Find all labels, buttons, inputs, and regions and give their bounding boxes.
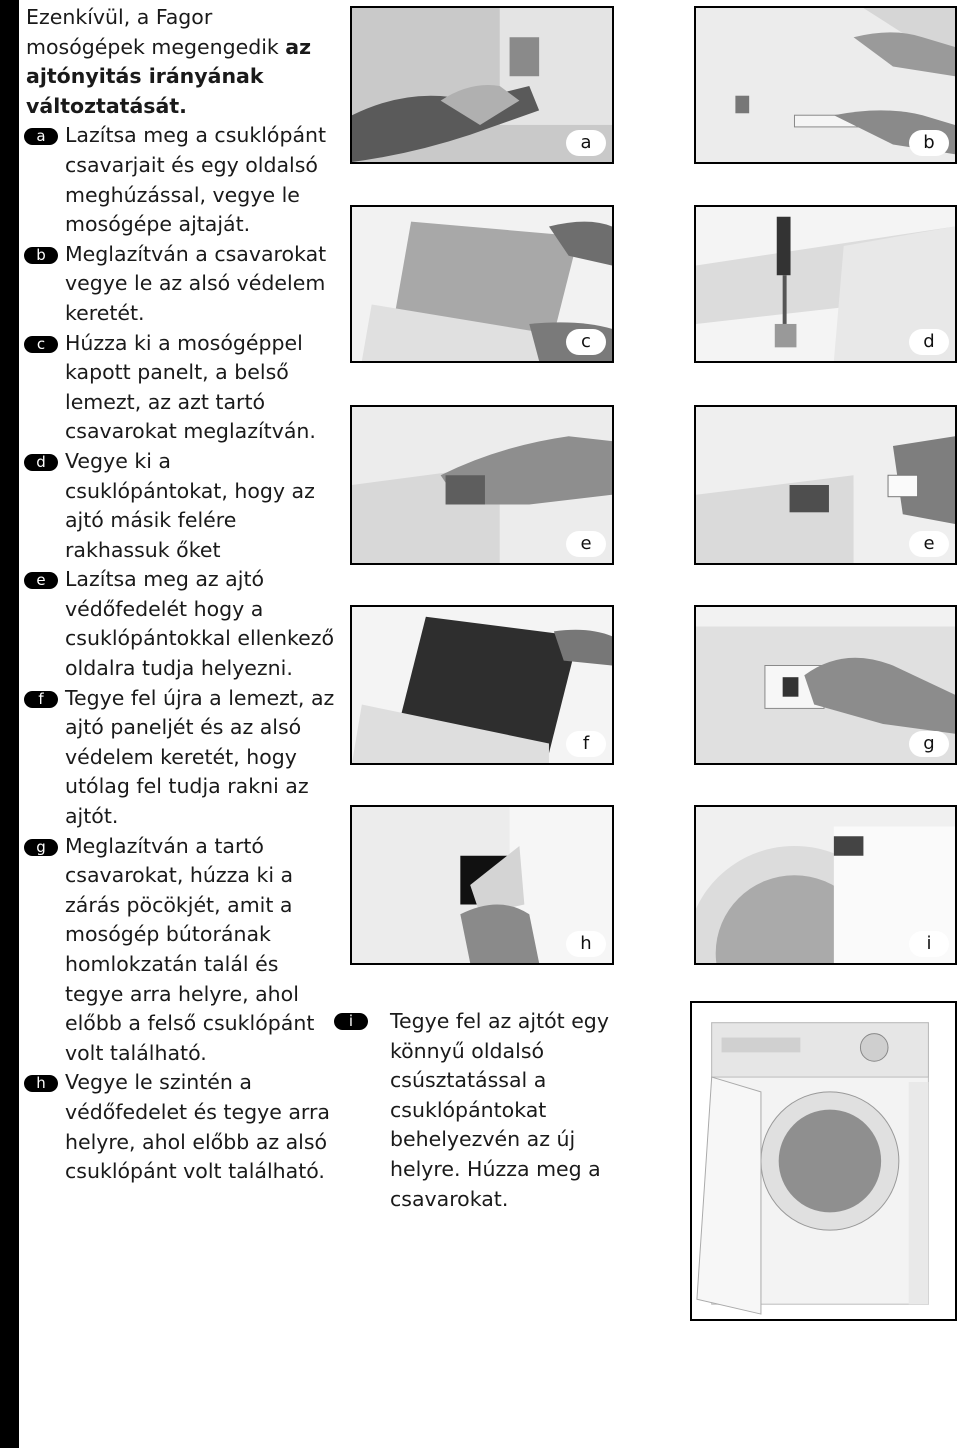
- photo-label: h: [566, 931, 606, 957]
- left-black-bar: [0, 0, 19, 1448]
- step-badge: f: [24, 691, 58, 708]
- step-e: [26, 565, 336, 683]
- photo-h: [350, 805, 614, 965]
- step-badge: c: [24, 336, 58, 353]
- intro-bold-text: az ajtónyitás irányának változtatását.: [26, 34, 312, 118]
- photo-label: e: [566, 531, 606, 557]
- step-text: Lazítsa meg az ajtó védőfedelét hogy a csuklópántokkal ellenkező oldalra tudja helyezni.: [65, 567, 335, 681]
- step-g: [26, 832, 336, 1069]
- caption-text: Tegye fel az ajtót egy könnyű oldalsó csúsztatással a csuklópántokat behelyezvén az új helyre. Húzza meg a csavarokat.: [390, 1009, 609, 1211]
- step-h: [26, 1068, 336, 1186]
- photo-f: [350, 605, 614, 765]
- step-d: [26, 447, 336, 565]
- photo-label: e: [909, 531, 949, 557]
- step-badge: b: [24, 247, 58, 264]
- photo-g: [694, 605, 957, 765]
- step-text: Tegye fel újra a lemezt, az ajtó paneljét és az alsó védelem keretét, hogy utólag fel tudja rakni az ajtót.: [65, 685, 335, 829]
- step-c: [26, 329, 336, 447]
- photo-i: [694, 805, 957, 965]
- washing-machine-photo: [690, 1001, 957, 1321]
- step-b: [26, 240, 336, 329]
- photo-label: f: [566, 731, 606, 757]
- step-text: Meglazítván a csavarokat vegye le az alsó védelem keretét.: [65, 241, 327, 325]
- photo-label: i: [909, 931, 949, 957]
- photo-e-left: [350, 405, 614, 565]
- intro-text: Ezenkívül, a Fagor mosógépek megengedik: [26, 5, 286, 59]
- step-text: Lazítsa meg a csuklópánt csavarjait és egy oldalsó meghúzással, vegye le mosógépe ajtaját.: [65, 123, 327, 237]
- step-text: Vegye le szintén a védőfedelet és tegye arra helyre, ahol előbb az alsó csuklópánt volt található.: [65, 1070, 330, 1184]
- step-badge: a: [24, 128, 58, 145]
- washing-machine-illustration: [692, 1003, 955, 1319]
- instruction-column: [26, 3, 336, 1187]
- step-badge: e: [24, 572, 58, 589]
- step-badge: h: [24, 1075, 58, 1092]
- photo-label: b: [909, 130, 949, 156]
- step-a: [26, 121, 336, 239]
- intro-paragraph: [26, 3, 336, 121]
- photo-label: c: [566, 329, 606, 355]
- photo-d: [694, 205, 957, 363]
- step-text: Vegye ki a csuklópántokat, hogy az ajtó másik felére rakhassuk őket: [65, 448, 315, 562]
- photo-label: a: [566, 130, 606, 156]
- photo-e-right: [694, 405, 957, 565]
- photo-a: [350, 6, 614, 164]
- caption-i: [350, 1007, 650, 1214]
- step-text: Húzza ki a mosógéppel kapott panelt, a belső lemezt, az azt tartó csavarokat meglazítván.: [65, 330, 316, 444]
- photo-b: [694, 6, 957, 164]
- step-text: Meglazítván a tartó csavarokat, húzza ki a zárás pöcökjét, amit a mosógép bútorának homlokzatán talál és tegye arra helyre, ahol előbb a felső csuklópánt volt található.: [65, 833, 315, 1065]
- step-badge: d: [24, 454, 58, 471]
- photo-c: [350, 205, 614, 363]
- step-f: [26, 684, 336, 832]
- caption-badge: i: [334, 1013, 368, 1030]
- photo-label: d: [909, 329, 949, 355]
- photo-label: g: [909, 731, 949, 757]
- step-badge: g: [24, 839, 58, 856]
